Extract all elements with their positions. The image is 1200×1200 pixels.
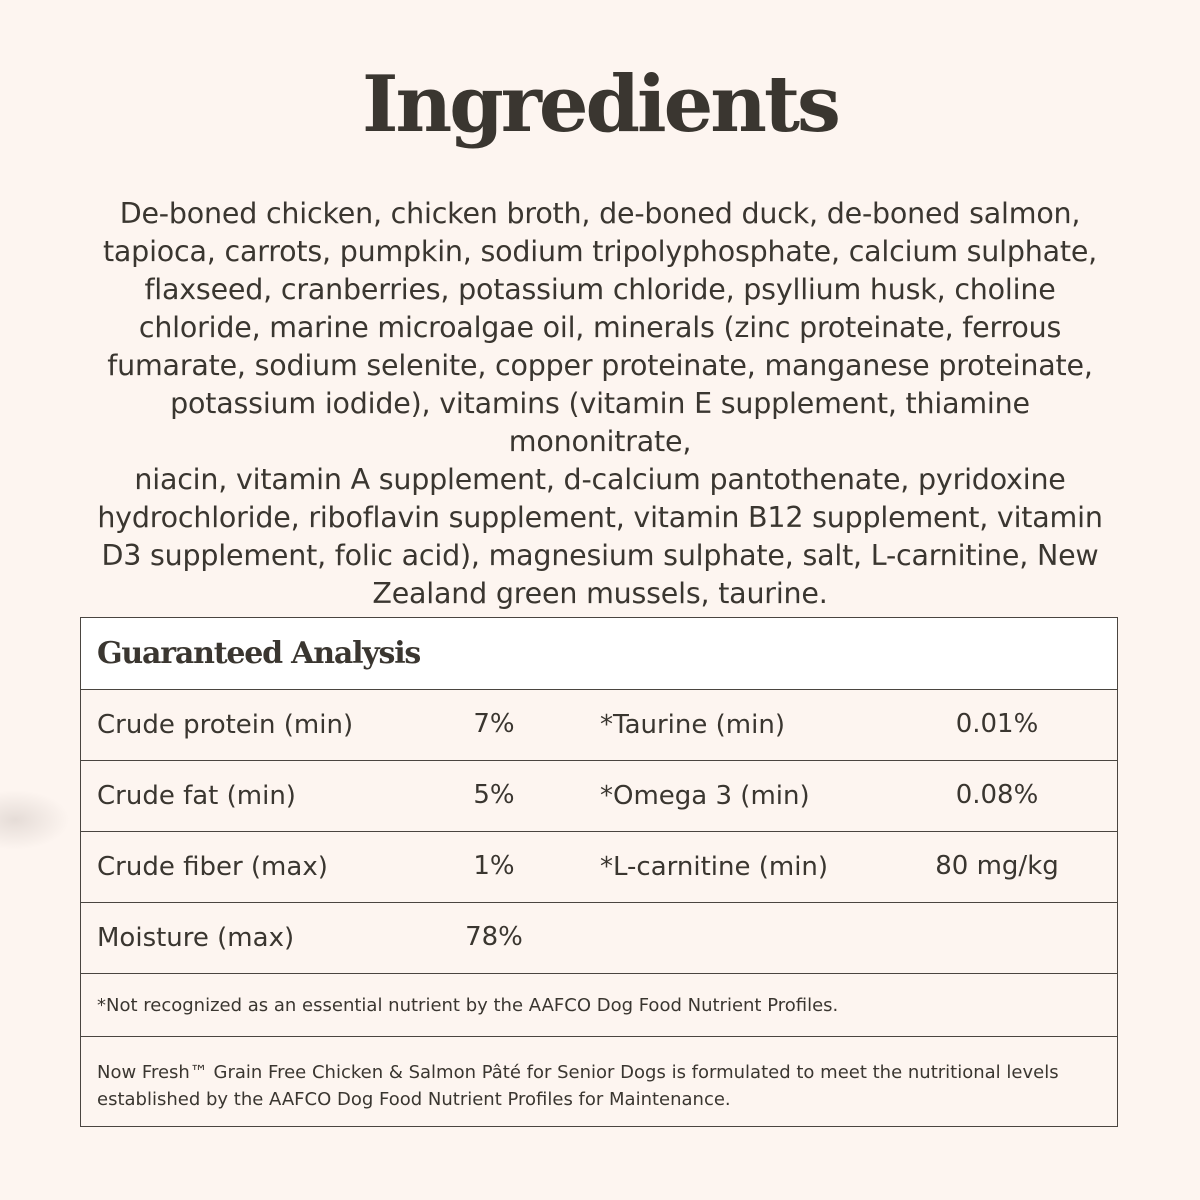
analysis-heading: Guaranteed Analysis xyxy=(81,618,1117,690)
table-row: Crude fiber (max) 1% *L-carnitine (min) 80 mg/kg xyxy=(81,832,1117,903)
background-smudge xyxy=(0,790,70,850)
nutrient-label: *Omega 3 (min) xyxy=(600,781,810,811)
nutrient-label: *L-carnitine (min) xyxy=(600,852,829,882)
nutrient-label: *Taurine (min) xyxy=(600,710,785,740)
ingredients-line: D3 supplement, folic acid), magnesium sulphate, salt, L-carnitine, New xyxy=(101,539,1099,572)
guaranteed-analysis-table xyxy=(80,617,1118,1127)
analysis-footnote: *Not recognized as an essential nutrient by the AAFCO Dog Food Nutrient Profiles. xyxy=(81,974,1117,1037)
ingredients-line: Zealand green mussels, taurine. xyxy=(372,577,828,610)
statement-line: Now Fresh™ Grain Free Chicken & Salmon Pâté for Senior Dogs is formulated to meet the nutritional levels xyxy=(97,1062,1059,1083)
ingredients-line: chloride, marine microalgae oil, minerals (zinc proteinate, ferrous xyxy=(138,311,1062,344)
ingredients-line: tapioca, carrots, pumpkin, sodium tripolyphosphate, calcium sulphate, xyxy=(102,235,1098,268)
table-row: Crude fat (min) 5% *Omega 3 (min) 0.08% xyxy=(81,761,1117,832)
nutrient-label: Moisture (max) xyxy=(97,923,295,953)
ingredients-line: fumarate, sodium selenite, copper proteinate, manganese proteinate, xyxy=(107,349,1093,382)
table-row: Moisture (max) 78% xyxy=(81,903,1117,974)
statement-line: established by the AAFCO Dog Food Nutrient Profiles for Maintenance. xyxy=(97,1089,731,1110)
ingredients-list xyxy=(76,195,1124,613)
nutrient-label: Crude protein (min) xyxy=(97,710,354,740)
table-row: Crude protein (min) 7% *Taurine (min) 0.01% xyxy=(81,690,1117,761)
nutrient-label: Crude fat (min) xyxy=(97,781,296,811)
ingredients-line: flaxseed, cranberries, potassium chloride, psyllium husk, choline xyxy=(144,273,1056,306)
ingredients-line: De-boned chicken, chicken broth, de-boned duck, de-boned salmon, xyxy=(119,197,1081,230)
ingredients-line: niacin, vitamin A supplement, d-calcium pantothenate, pyridoxine xyxy=(134,463,1066,496)
aafco-statement xyxy=(81,1037,1117,1113)
ingredients-line: potassium iodide), vitamins (vitamin E supplement, thiamine mononitrate, xyxy=(170,387,1030,458)
nutrient-label: Crude fiber (max) xyxy=(97,852,328,882)
page-title: Ingredients xyxy=(362,59,838,150)
ingredients-line: hydrochloride, riboflavin supplement, vitamin B12 supplement, vitamin xyxy=(97,501,1103,534)
